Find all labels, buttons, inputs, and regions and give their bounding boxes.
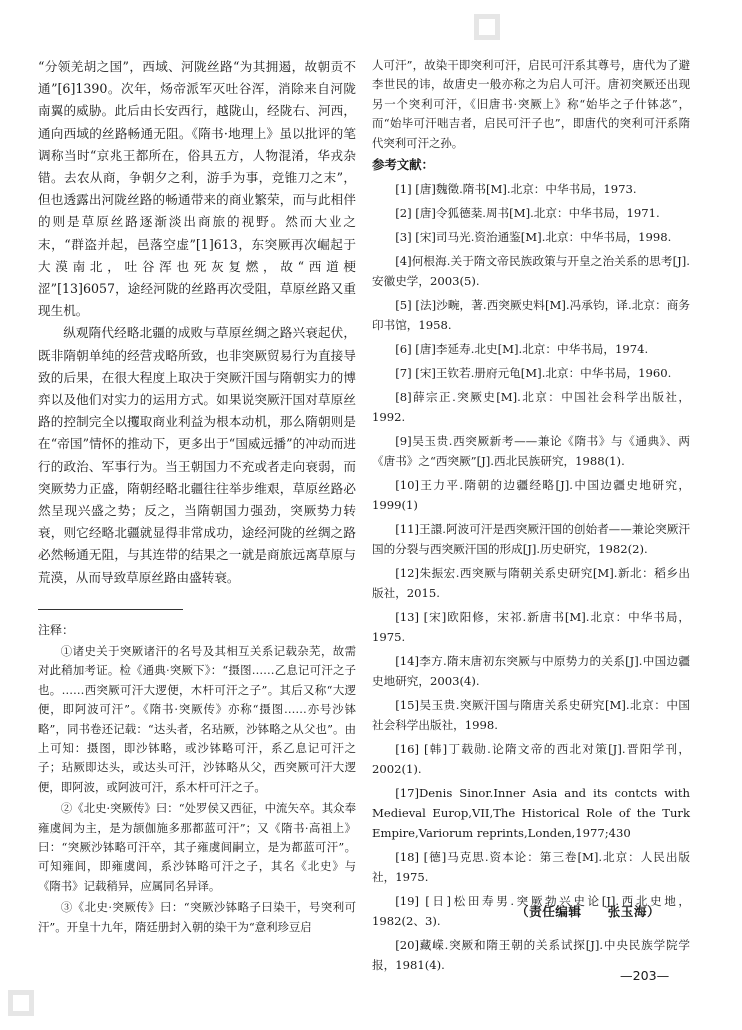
reference-11: [11]王譞.阿波可汗是西突厥汗国的创始者——兼论突厥汗国的分裂与西突厥汗国的形成[J].历史研究，1982(2). [372,522,690,557]
note-2: ②《北史·突厥传》曰：“处罗侯又西征，中流矢卒。其众奉雍虞闾为主，是为颉伽施多那都蓝可汗”；又《隋书·高祖上》曰：“突厥沙钵略可汗卒，其子雍虞闾嗣立，是为都蓝可汗”。可知雍闾，即雍虞闾，系沙钵略可汗之子，其名《北史》与《隋书》记载稍异，应属同名异译。 [38,801,356,893]
references-title: 参考文献： [372,157,434,173]
reference-18: [18] [德]马克思.资本论：第三卷[M].北京：人民出版社，1975. [372,850,690,885]
body-paragraph-2: 纵观隋代经略北疆的成败与草原丝绸之路兴衰起伏，既非隋朝单纯的经营戎略所致，也非突厥贸易行为直接导致的后果，在很大程度上取决于突厥汗国与隋朝实力的博弈以及他们对实力的运用方式。如果说突厥汗国对草原丝路的控制完全以攫取商业利益为根本动机，那么隋朝则是在“帝国”情怀的推动下，更多出于“国威远播”的冲动而进行的政治、军事行为。当王朝国力不充或者走向衰弱，而突厥势力正盛，隋朝经略北疆往往举步维艰，草原丝路必然呈现兴盛之势；反之，当隋朝国力强劲，突厥势力转衰，则它经略北疆就显得非常成功，途经河陇的丝绸之路必然畅通无阻，与其连带的结果之一就是商旅远离草原与荒漠，从而导致草原丝路由盛转衰。 [38,325,356,585]
note-1: ①诸史关于突厥诸汗的名号及其相互关系记载杂芜，故需对此稍加考证。检《通典·突厥下》：“摄图……乙息记可汗之子也。……西突厥可汗大逻便，木杆可汗之子”。其后又称“大逻便，即阿波可汗”。《隋书·突厥传》亦称“摄图……亦号沙钵略”，同书卷还记载：“达头者，名玷厥，沙钵略之从父也”。由上可知：摄图，即沙钵略，或沙钵略可汗，系乙息记可汗之子；玷厥即达头，或达头可汗，沙钵略从父，西突厥可汗大逻便，即阿波，或阿波可汗，系木杆可汗之子。 [38,643,356,794]
reference-14: [14]李方.隋末唐初东突厥与中原势力的关系[J].中国边疆史地研究，2003(4). [372,654,690,689]
reference-12: [12]朱振宏.西突厥与隋朝关系史研究[M].新北：稻乡出版社，2015. [372,566,690,601]
watermark-logo-bottom [8,990,34,1016]
page-number: —203— [620,968,670,983]
reference-2: [2] [唐]令狐德棻.周书[M].北京：中华书局，1971. [395,206,660,221]
note-3-continuation: 人可汗”，故染干即突利可汗，启民可汗系其尊号，唐代为了避李世民的讳，故唐史一般亦称之为启人可汗。唐初突厥还出现另一个突利可汗，《旧唐书·突厥上》称“始毕之子什钵苾”，而“始毕可汗咄吉者，启民可汗子也”，即唐代的突利可汗系隋代突利可汗之孙。 [372,58,690,150]
reference-6: [6] [唐]李延寿.北史[M].北京：中华书局，1974. [395,342,649,357]
reference-9: [9]吴玉贵.西突厥新考——兼论《隋书》与《通典》、两《唐书》之“西突厥”[J].西北民族研究，1988(1). [372,434,690,469]
watermark-logo-top [474,14,500,40]
reference-1: [1] [唐]魏徵.隋书[M].北京：中华书局，1973. [395,182,637,197]
footnote-separator [38,609,183,610]
reference-8: [8]薛宗正.突厥史[M].北京：中国社会科学出版社，1992. [372,390,690,425]
reference-20: [20]藏嵘.突厥和隋王朝的关系试探[J].中央民族学院学报，1981(4). [372,938,690,973]
reference-7: [7] [宋]王钦若.册府元龟[M].北京：中华书局，1960. [395,366,672,381]
right-column [372,56,690,975]
note-3: ③《北史·突厥传》曰：“突厥沙钵略子曰染干，号突利可汗”。开皇十九年，隋廷册封入朝的染干为“意利珍豆启 [38,900,356,934]
reference-3: [3] [宋]司马光.资治通鉴[M].北京：中华书局，1998. [395,230,672,245]
reference-4: [4]何根海.关于隋文帝民族政策与开皇之治关系的思考[J].安徽史学，2003(5). [372,254,690,289]
reference-15: [15]吴玉贵.突厥汗国与隋唐关系史研究[M].北京：中国社会科学出版社，1998. [372,698,690,733]
reference-17: [17]Denis Sinor.Inner Asia and its contcts with Medieval Europ,VII,The Historical Role of the Turk Empire,Variorum reprints,Londen,1977;430 [372,786,690,841]
responsible-editor: （责任编辑 张玉海） [516,904,661,919]
reference-16: [16] [韩]丁载勋.论隋文帝的西北对策[J].晋阳学刊，2002(1). [372,742,690,777]
reference-19: [19] [日]松田寿男.突厥勃兴史论[J].西北史地，1982(2、3). [372,894,690,929]
reference-13: [13] [宋]欧阳修，宋祁.新唐书[M].北京：中华书局，1975. [372,610,690,645]
body-paragraph-1: “分领羌胡之国”，西域、河陇丝路“为其拥遏，故朝贡不通”[6]1390。次年，炀帝派军灭吐谷浑，消除来自河陇南翼的威胁。此后由长安西行，越陇山，经陇右、河西，通向西域的丝路畅通无阻。《隋书·地理上》虽以批评的笔调称当时“京兆王都所在，俗具五方，人物混淆，华戎杂错。去农从商，争朝夕之利，游手为事，竞锥刀之末”，但也透露出河陇丝路的畅通带来的商业繁荣，而与此相伴的则是草原丝路逐渐淡出商旅的视野。然而大业之末，“群盗并起，邑落空虚”[1]613，东突厥再次崛起于大漠南北，吐谷浑也死灰复燃，故“西道梗涩”[13]6057，途经河陇的丝路再次受阻，草原丝路又重现生机。 [38,59,356,319]
left-column [38,56,356,937]
reference-10: [10]王力平.隋朝的边疆经略[J].中国边疆史地研究，1999(1) [372,478,690,513]
notes-title: 注释： [38,622,75,637]
reference-5: [5] [法]沙畹，著.西突厥史料[M].冯承钧，译.北京：商务印书馆，1958. [372,298,690,333]
